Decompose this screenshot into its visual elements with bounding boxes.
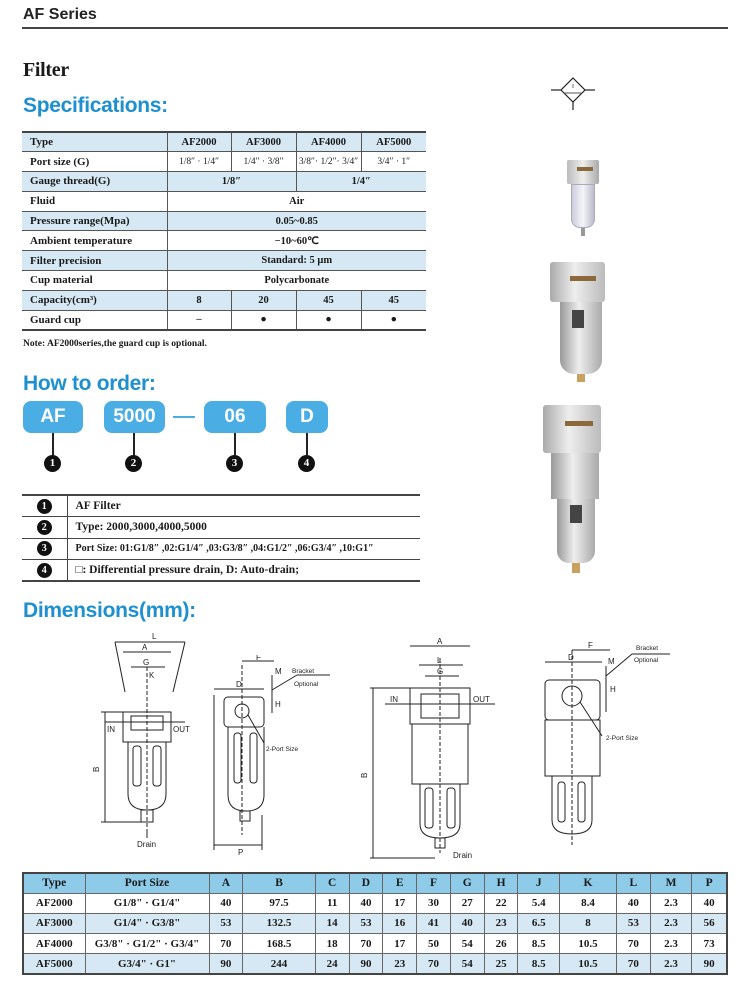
dim-cell: 17 [383, 893, 417, 913]
dim-cell: 53 [209, 913, 243, 933]
dim-cell: AF3000 [23, 913, 85, 933]
dim-col-d: D [349, 873, 383, 893]
spec-col-af5000: AF5000 [361, 132, 426, 152]
dim-cell: AF2000 [23, 893, 85, 913]
order-legend-text: □: Differential pressure drain, D: Auto-drain; [67, 560, 420, 582]
dim-cell: 8 [559, 913, 616, 933]
series-title: AF Series [23, 6, 97, 23]
spec-label: Pressure range(Mpa) [22, 211, 167, 231]
svg-text:2-Port Size: 2-Port Size [266, 746, 299, 753]
svg-text:B: B [360, 772, 369, 778]
marker-4-icon: 4 [37, 563, 52, 578]
marker-2-icon: 2 [125, 455, 142, 472]
order-code-series: AF [23, 401, 83, 433]
dim-col-l: L [616, 873, 650, 893]
dim-cell: G3/8" · G1/2" · G3/4" [85, 934, 209, 954]
how-to-order-heading: How to order: [23, 372, 156, 395]
spec-value: 1/4″ · 3/8″ [231, 152, 296, 172]
dim-cell: 90 [692, 954, 727, 974]
specifications-table [22, 131, 426, 331]
svg-text:Bracket: Bracket [292, 668, 315, 675]
dim-col-f: F [417, 873, 451, 893]
svg-text:L: L [437, 656, 442, 665]
dim-cell: 70 [349, 934, 383, 954]
dimensions-table [22, 872, 728, 975]
connector-line [234, 433, 236, 455]
spec-row-filter-precision [22, 251, 426, 271]
dim-cell: 50 [417, 934, 451, 954]
spec-col-af2000: AF2000 [167, 132, 231, 152]
order-legend-row [22, 495, 420, 517]
svg-text:H: H [275, 700, 281, 709]
svg-text:Optional: Optional [634, 657, 659, 664]
spec-row-fluid [22, 191, 426, 211]
dim-cell: 26 [484, 934, 518, 954]
dim-col-type: Type [23, 873, 85, 893]
dim-header-row [23, 873, 727, 893]
dim-row-af5000 [23, 954, 727, 974]
dim-cell: 10.5 [559, 954, 616, 974]
product-photo-af5000 [543, 405, 607, 573]
svg-text:H: H [610, 685, 616, 694]
spec-row-pressure-range [22, 211, 426, 231]
dim-cell: 70 [209, 934, 243, 954]
svg-text:P: P [238, 848, 244, 855]
spec-label: Capacity(cm³) [22, 290, 167, 310]
order-legend-text: AF Filter [67, 495, 420, 517]
order-legend-table [22, 494, 420, 582]
spec-label: Ambient temperature [22, 231, 167, 251]
dim-cell: 54 [450, 954, 484, 974]
dim-cell: 90 [209, 954, 243, 974]
dim-col-p: P [692, 873, 727, 893]
product-photo-af3000 [550, 262, 610, 382]
dim-cell: AF4000 [23, 934, 85, 954]
spec-value: −10~60℃ [167, 231, 426, 251]
dim-cell: 244 [243, 954, 315, 974]
product-title: Filter [23, 59, 69, 81]
dim-cell: 24 [315, 954, 349, 974]
dimension-drawing-large-side [530, 640, 680, 855]
spec-value: – [167, 310, 231, 330]
dim-col-port-size: Port Size [85, 873, 209, 893]
order-legend-row [22, 517, 420, 539]
dimension-drawing-small-front [85, 632, 205, 852]
spec-value: 1/8″ [167, 172, 296, 192]
spec-value: 1/4″ [296, 172, 426, 192]
svg-text:D: D [568, 653, 574, 662]
dim-col-j: J [518, 873, 560, 893]
filter-symbol-icon [548, 76, 598, 112]
dim-cell: 90 [349, 954, 383, 974]
svg-text:IN: IN [107, 725, 115, 734]
spec-value: Standard: 5 μm [167, 251, 426, 271]
header-divider [22, 27, 728, 29]
dim-col-b: B [243, 873, 315, 893]
dim-row-af2000 [23, 893, 727, 913]
dim-cell: 53 [349, 913, 383, 933]
svg-text:L: L [152, 632, 157, 641]
spec-row-cup-material [22, 271, 426, 291]
spec-row-ambient-temperature [22, 231, 426, 251]
dim-col-c: C [315, 873, 349, 893]
marker-3-icon: 3 [226, 455, 243, 472]
svg-text:OUT: OUT [173, 725, 190, 734]
dim-cell: 70 [616, 954, 650, 974]
svg-text:G: G [437, 667, 444, 676]
spec-label: Guard cup [22, 310, 167, 330]
dim-cell: 23 [383, 954, 417, 974]
connector-line [306, 433, 308, 455]
svg-text:Bracket: Bracket [636, 645, 659, 652]
marker-1-icon: 1 [37, 499, 52, 514]
svg-text:Drain: Drain [137, 840, 157, 849]
dimensions-heading: Dimensions(mm): [23, 599, 196, 622]
dim-cell: 2.3 [650, 893, 692, 913]
spec-label: Gauge thread(G) [22, 172, 167, 192]
spec-col-af4000: AF4000 [296, 132, 361, 152]
dim-col-g: G [450, 873, 484, 893]
spec-header-row [22, 132, 426, 152]
marker-1-icon: 1 [44, 455, 61, 472]
spec-value: 20 [231, 290, 296, 310]
product-photo-af2000 [563, 160, 603, 240]
spec-row-gauge-thread [22, 172, 426, 192]
spec-value: 45 [361, 290, 426, 310]
svg-text:F: F [256, 655, 261, 662]
spec-row-capacity [22, 290, 426, 310]
dim-cell: 70 [616, 934, 650, 954]
connector-line [52, 433, 54, 455]
dim-cell: 10.5 [559, 934, 616, 954]
svg-text:Optional: Optional [294, 681, 319, 688]
spec-value: 8 [167, 290, 231, 310]
dim-cell: 53 [616, 913, 650, 933]
dim-col-h: H [484, 873, 518, 893]
marker-4-icon: 4 [298, 455, 315, 472]
spec-label: Cup material [22, 271, 167, 291]
dim-cell: AF5000 [23, 954, 85, 974]
spec-value: 45 [296, 290, 361, 310]
dim-cell: 56 [692, 913, 727, 933]
spec-row-port-size [22, 152, 426, 172]
dim-cell: 8.5 [518, 934, 560, 954]
svg-text:IN: IN [390, 695, 398, 704]
order-code-drain: D [286, 401, 328, 433]
spec-value: ● [231, 310, 296, 330]
svg-text:D: D [236, 680, 242, 689]
dim-row-af3000 [23, 913, 727, 933]
dim-cell: 97.5 [243, 893, 315, 913]
svg-text:Drain: Drain [453, 851, 473, 860]
dim-col-m: M [650, 873, 692, 893]
specifications-heading: Specifications: [23, 94, 168, 117]
dim-cell: 2.3 [650, 954, 692, 974]
svg-text:A: A [142, 643, 148, 652]
spec-col-af3000: AF3000 [231, 132, 296, 152]
order-legend-row [22, 538, 420, 560]
svg-text:2-Port Size: 2-Port Size [606, 735, 639, 742]
spec-note: Note: AF2000series,the guard cup is optional. [23, 339, 207, 349]
dimension-drawing-large-front [355, 638, 505, 863]
order-legend-row [22, 560, 420, 582]
spec-col-type: Type [22, 132, 167, 152]
dim-row-af4000 [23, 934, 727, 954]
spec-value: 3/4″ · 1″ [361, 152, 426, 172]
dim-cell: 11 [315, 893, 349, 913]
dim-cell: 27 [450, 893, 484, 913]
order-code-type: 5000 [104, 401, 165, 433]
order-code-dash [173, 416, 195, 418]
dim-cell: 18 [315, 934, 349, 954]
dim-cell: G1/8" · G1/4" [85, 893, 209, 913]
dimension-drawing-small-side [212, 655, 332, 855]
spec-row-guard-cup [22, 310, 426, 330]
dim-cell: 70 [417, 954, 451, 974]
svg-text:G: G [143, 658, 150, 667]
dim-cell: 168.5 [243, 934, 315, 954]
dim-cell: 5.4 [518, 893, 560, 913]
spec-value: Polycarbonate [167, 271, 426, 291]
dim-cell: 22 [484, 893, 518, 913]
dim-cell: 30 [417, 893, 451, 913]
order-code-port-size: 06 [204, 401, 266, 433]
dim-cell: 8.4 [559, 893, 616, 913]
dim-cell: 40 [209, 893, 243, 913]
dim-cell: 40 [349, 893, 383, 913]
dim-cell: G1/4" · G3/8" [85, 913, 209, 933]
svg-text:M: M [275, 667, 282, 676]
dim-cell: 40 [616, 893, 650, 913]
dim-col-e: E [383, 873, 417, 893]
svg-text:B: B [92, 766, 101, 772]
spec-value: ● [361, 310, 426, 330]
svg-text:OUT: OUT [473, 695, 490, 704]
marker-3-icon: 3 [37, 541, 52, 556]
dim-cell: 16 [383, 913, 417, 933]
dim-cell: 6.5 [518, 913, 560, 933]
dim-cell: 25 [484, 954, 518, 974]
dim-cell: 2.3 [650, 913, 692, 933]
spec-value: 0.05~0.85 [167, 211, 426, 231]
spec-value: 1/8″ · 1/4″ [167, 152, 231, 172]
dim-cell: 8.5 [518, 954, 560, 974]
spec-label: Fluid [22, 191, 167, 211]
spec-label: Filter precision [22, 251, 167, 271]
order-legend-text: Type: 2000,3000,4000,5000 [67, 517, 420, 539]
spec-value: Air [167, 191, 426, 211]
dim-cell: 14 [315, 913, 349, 933]
dim-cell: 23 [484, 913, 518, 933]
dim-cell: 2.3 [650, 934, 692, 954]
dim-cell: G3/4" · G1" [85, 954, 209, 974]
connector-line [133, 433, 135, 455]
svg-text:F: F [588, 641, 593, 650]
dim-cell: 40 [692, 893, 727, 913]
dim-cell: 41 [417, 913, 451, 933]
dim-cell: 17 [383, 934, 417, 954]
order-legend-text: Port Size: 01:G1/8″ ,02:G1/4″ ,03:G3/8″ ,04:G1/2″ ,06:G3/4″ ,10:G1″ [67, 538, 420, 560]
svg-text:K: K [149, 671, 155, 680]
spec-label: Port size (G) [22, 152, 167, 172]
dim-col-a: A [209, 873, 243, 893]
dim-cell: 73 [692, 934, 727, 954]
marker-2-icon: 2 [37, 520, 52, 535]
dim-cell: 40 [450, 913, 484, 933]
spec-value: ● [296, 310, 361, 330]
dim-col-k: K [559, 873, 616, 893]
dim-cell: 54 [450, 934, 484, 954]
spec-value: 3/8″· 1/2″· 3/4″ [296, 152, 361, 172]
svg-text:A: A [437, 638, 443, 646]
svg-text:M: M [608, 657, 615, 666]
dim-cell: 132.5 [243, 913, 315, 933]
